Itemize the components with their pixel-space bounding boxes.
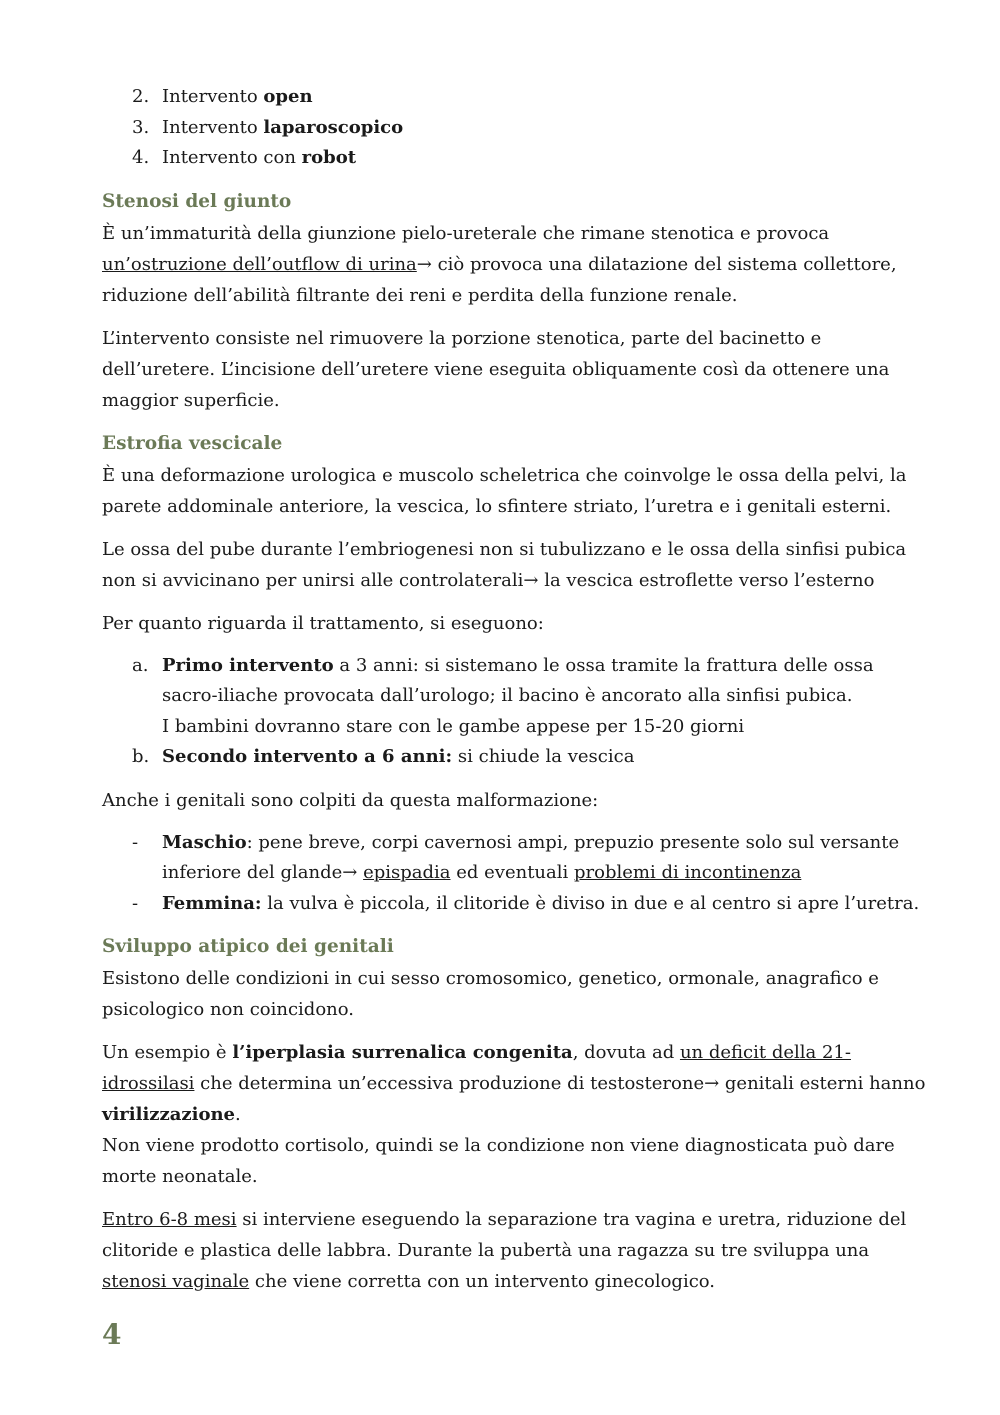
- paragraph: Per quanto riguarda il trattamento, si eseguono:: [102, 612, 544, 634]
- list-letter: b.: [132, 746, 150, 767]
- paragraph: [102, 218, 932, 311]
- underlined-text: problemi di incontinenza: [574, 862, 802, 883]
- list-item-bold: Secondo intervento a 6 anni:: [162, 746, 453, 767]
- paragraph: È una deformazione urologica e muscolo scheletrica che coinvolge le ossa della pelvi, la parete addominale anteriore, la vescica, lo sfintere striato, l’uretra e i genitali esterni.: [102, 464, 907, 517]
- section-heading-estrofia: Estrofia vescicale: [102, 432, 283, 454]
- list-item-bold: laparoscopico: [263, 116, 404, 138]
- list-item-text: la vulva è piccola, il clitoride è diviso in due e al centro si apre l’uretra.: [261, 892, 920, 914]
- underlined-text: epispadia: [363, 862, 451, 883]
- list-item-text: si chiude la vescica: [452, 746, 635, 767]
- list-item: [102, 742, 932, 773]
- list-item-bold: robot: [301, 147, 357, 168]
- list-dash: -: [132, 831, 139, 853]
- list-item-bold: Maschio: [162, 831, 247, 853]
- bold-text: virilizzazione: [102, 1104, 236, 1125]
- section-heading-stenosi: Stenosi del giunto: [102, 190, 292, 212]
- list-item-text: Intervento: [162, 86, 264, 107]
- paragraph: Le ossa del pube durante l’embriogenesi non si tubulizzano e le ossa della sinfisi pubica non si avvicinano per unirsi alle controlaterali→ la vescica estroflette verso l’esterno: [102, 538, 907, 591]
- paragraph: Esistono delle condizioni in cui sesso cromosomico, genetico, ormonale, anagrafico e psicologico non coincidono.: [102, 968, 879, 1020]
- list-item: [102, 82, 932, 113]
- genital-list: [102, 828, 932, 920]
- text: .: [235, 1104, 241, 1125]
- list-number: 4.: [132, 147, 150, 168]
- list-item-text: a 3 anni: si sistemano le ossa tramite la frattura delle ossa sacro-iliache provocata dall’urologo; il bacino è ancorato alla sinfisi pubica.: [162, 654, 874, 706]
- underlined-text: stenosi vaginale: [102, 1271, 250, 1292]
- list-letter: a.: [132, 654, 149, 676]
- list-item-bold: Femmina:: [162, 892, 262, 914]
- bold-text: l’iperplasia surrenalica congenita: [232, 1042, 573, 1063]
- list-number: 3.: [132, 116, 150, 138]
- text: Non viene prodotto cortisolo, quindi se la condizione non viene diagnosticata può dare morte neonatale.: [102, 1135, 895, 1187]
- list-item-bold: open: [263, 86, 313, 107]
- list-item-text: ed eventuali: [450, 862, 574, 883]
- page-number: 4: [102, 1318, 122, 1351]
- page-content: [102, 82, 932, 1309]
- text: che determina un’eccessiva produzione di testosterone→ genitali esterni hanno: [194, 1073, 926, 1094]
- list-item-text: Intervento: [162, 116, 264, 138]
- text: che viene corretta con un intervento ginecologico.: [249, 1271, 716, 1292]
- list-item: [102, 651, 932, 743]
- list-item-bold: Primo intervento: [162, 654, 334, 676]
- list-item: [102, 143, 932, 174]
- list-item-text: I bambini dovranno stare con le gambe appese per 15-20 giorni: [162, 715, 745, 737]
- paragraph: L’intervento consiste nel rimuovere la porzione stenotica, parte del bacinetto e dell’uretere. L’incisione dell’uretere viene eseguita obliquamente così da ottenere una maggior superficie.: [102, 327, 890, 411]
- text: Un esempio è: [102, 1042, 233, 1063]
- list-item: [102, 889, 932, 920]
- text: È un’immaturità della giunzione pielo-ureterale che rimane stenotica e provoca: [102, 222, 830, 244]
- underlined-text: un’ostruzione dell’outflow di urina: [102, 253, 417, 275]
- paragraph: Anche i genitali sono colpiti da questa malformazione:: [102, 789, 599, 811]
- treatment-list: [102, 651, 932, 773]
- list-item-text: : pene breve, corpi cavernosi ampi, prepuzio presente solo sul versante inferiore del glande→: [162, 831, 900, 883]
- list-number: 2.: [132, 86, 150, 107]
- underlined-text: un deficit della 21-idrossilasi: [102, 1042, 851, 1094]
- text: , dovuta ad: [572, 1042, 680, 1063]
- text: → ciò provoca una dilatazione del sistema collettore, riduzione dell’abilità filtrante dei reni e perdita della funzione renale.: [102, 253, 897, 306]
- intervention-list: [102, 82, 932, 174]
- paragraph: [102, 1204, 932, 1297]
- text: si interviene eseguendo la separazione tra vagina e uretra, riduzione del clitoride e plastica delle labbra. Durante la pubertà una ragazza su tre sviluppa una: [102, 1209, 907, 1261]
- list-dash: -: [132, 892, 139, 914]
- section-heading-sviluppo: Sviluppo atipico dei genitali: [102, 936, 394, 957]
- underlined-text: Entro 6-8 mesi: [102, 1209, 237, 1230]
- list-item: [102, 113, 932, 144]
- list-item: [102, 828, 932, 889]
- list-item-text: Intervento con: [162, 147, 302, 168]
- paragraph: [102, 1037, 932, 1192]
